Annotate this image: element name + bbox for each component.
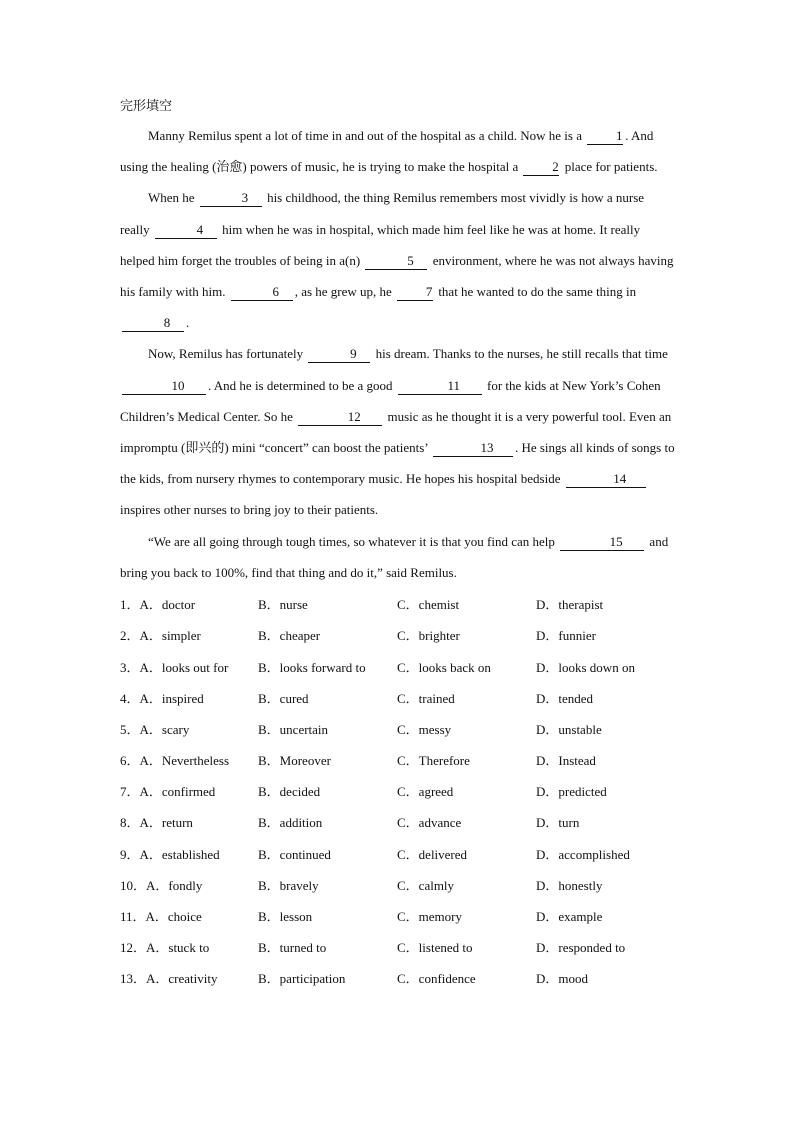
option-b[interactable]: B．lesson [258, 909, 313, 925]
option-c[interactable]: C．advance [397, 815, 462, 831]
answer-blank-5[interactable]: 5 [365, 254, 427, 270]
option-d[interactable]: D．therapist [536, 597, 604, 613]
passage-text: . And he is determined to be a good [208, 377, 396, 393]
option-a[interactable]: 10．A．fondly [120, 877, 203, 893]
option-d[interactable]: D．mood [536, 971, 589, 987]
document-page [120, 96, 676, 993]
option-a[interactable]: 1．A．doctor [120, 597, 196, 613]
answer-blank-11[interactable]: 11 [398, 379, 482, 395]
option-a[interactable]: 2．A．simpler [120, 628, 201, 644]
question-row-2 [120, 619, 676, 650]
option-c[interactable]: C．chemist [397, 597, 460, 613]
option-d[interactable]: D．honestly [536, 877, 603, 893]
passage-text: environment, where he was not always having his family with him. [120, 252, 674, 300]
answer-blank-15[interactable]: 15 [560, 535, 644, 551]
passage-text: Manny Remilus spent a lot of time in and out of the hospital as a child. Now he is a [148, 128, 586, 143]
passage-text: , as he grew up, he [294, 284, 396, 300]
option-d[interactable]: D．tended [536, 690, 594, 706]
option-c[interactable]: C．listened to [397, 940, 473, 956]
option-b[interactable]: B．addition [258, 815, 323, 831]
passage [120, 120, 676, 588]
answer-blank-2[interactable]: 2 [523, 160, 559, 176]
passage-text: . He sings all kinds of songs to the kids, from nursery rhymes to contemporary music. He hopes his hospital bedside [120, 440, 675, 487]
passage-text: his dream. Thanks to the nurses, he still recalls that time [372, 346, 668, 362]
answer-blank-14[interactable]: 14 [566, 472, 646, 488]
option-b[interactable]: B．Moreover [258, 753, 331, 769]
option-b[interactable]: B．cured [258, 690, 309, 706]
passage-text: When he [148, 190, 198, 206]
answer-blank-10[interactable]: 10 [122, 379, 206, 395]
passage-paragraph [120, 338, 676, 525]
question-row-4 [120, 682, 676, 713]
option-d[interactable]: D．unstable [536, 721, 602, 737]
option-d[interactable]: D．Instead [536, 753, 596, 769]
option-d[interactable]: D．accomplished [536, 846, 630, 862]
option-b[interactable]: B．nurse [258, 597, 308, 613]
option-c[interactable]: C．brighter [397, 628, 460, 644]
option-a[interactable]: 12．A．stuck to [120, 940, 210, 956]
question-row-6 [120, 744, 676, 775]
option-c[interactable]: C．looks back on [397, 659, 491, 675]
option-a[interactable]: 7．A．confirmed [120, 784, 216, 800]
option-d[interactable]: D．turn [536, 815, 580, 831]
passage-text: inspires other nurses to bring joy to their patients. [120, 502, 379, 518]
option-b[interactable]: B．looks forward to [258, 659, 366, 675]
question-row-7 [120, 775, 676, 806]
option-b[interactable]: B．turned to [258, 940, 327, 956]
passage-text: him when he was in hospital, which made him feel like he was at home. It really helped him forget the troubles of being in a(n) [120, 221, 641, 268]
passage-paragraph [120, 120, 676, 182]
answer-blank-13[interactable]: 13 [433, 441, 513, 457]
passage-text: place for patients. [561, 159, 658, 175]
option-b[interactable]: B．decided [258, 784, 321, 800]
passage-text: for the kids at New York’s Cohen Children’s Medical Center. So he [120, 377, 661, 424]
options-list [120, 588, 676, 993]
passage-text: . And using the healing (治愈) powers of music, he is trying to make the hospital a [120, 128, 654, 175]
option-c[interactable]: C．confidence [397, 971, 476, 987]
question-row-3 [120, 650, 676, 681]
answer-blank-3[interactable]: 3 [200, 191, 262, 207]
option-c[interactable]: C．memory [397, 909, 462, 925]
answer-blank-4[interactable]: 4 [155, 223, 217, 239]
passage-text: and bring you back to 100%, find that thing and do it,” said Remilus. [120, 533, 669, 580]
question-row-1 [120, 588, 676, 619]
option-d[interactable]: D．looks down on [536, 659, 635, 675]
passage-text: . [186, 315, 190, 331]
answer-blank-9[interactable]: 9 [308, 347, 370, 363]
option-c[interactable]: C．Therefore [397, 753, 470, 769]
option-a[interactable]: 9．A．established [120, 846, 220, 862]
option-c[interactable]: C．calmly [397, 877, 455, 893]
passage-text: his childhood, the thing Remilus remembers most vividly is how a nurse really [120, 190, 645, 237]
answer-blank-8[interactable]: 8 [122, 316, 184, 332]
passage-text: that he wanted to do the same thing in [435, 284, 637, 300]
option-c[interactable]: C．messy [397, 721, 452, 737]
option-a[interactable]: 5．A．scary [120, 721, 190, 737]
passage-paragraph [120, 526, 676, 588]
answer-blank-6[interactable]: 6 [231, 285, 293, 301]
passage-text: “We are all going through tough times, so whatever it is that you find can help [148, 533, 559, 549]
option-a[interactable]: 13．A．creativity [120, 971, 218, 987]
section-title: 完形填空 [120, 99, 173, 114]
question-row-10 [120, 869, 676, 900]
option-b[interactable]: B．cheaper [258, 628, 321, 644]
passage-paragraph [120, 182, 676, 338]
option-a[interactable]: 8．A．return [120, 815, 193, 831]
option-d[interactable]: D．responded to [536, 940, 626, 956]
option-d[interactable]: D．funnier [536, 628, 596, 644]
answer-blank-12[interactable]: 12 [298, 410, 382, 426]
option-c[interactable]: C．agreed [397, 784, 454, 800]
option-a[interactable]: 3．A．looks out for [120, 659, 229, 675]
question-row-13 [120, 962, 676, 993]
question-row-8 [120, 806, 676, 837]
passage-text: music as he thought it is a very powerful tool. Even an impromptu (即兴的) mini “concert” can boost the patients’ [120, 408, 672, 456]
question-row-11 [120, 900, 676, 931]
passage-text: Now, Remilus has fortunately [148, 346, 307, 362]
option-a[interactable]: 11．A．choice [120, 909, 202, 925]
option-b[interactable]: B．uncertain [258, 721, 329, 737]
option-b[interactable]: B．bravely [258, 877, 319, 893]
option-c[interactable]: C．trained [397, 690, 455, 706]
option-c[interactable]: C．delivered [397, 846, 468, 862]
question-row-5 [120, 713, 676, 744]
option-a[interactable]: 6．A．Nevertheless [120, 753, 230, 769]
answer-blank-7[interactable]: 7 [397, 285, 433, 301]
option-d[interactable]: D．example [536, 909, 603, 925]
question-row-12 [120, 931, 676, 962]
option-d[interactable]: D．predicted [536, 784, 607, 800]
option-b[interactable]: B．continued [258, 846, 331, 862]
option-b[interactable]: B．participation [258, 971, 346, 987]
option-a[interactable]: 4．A．inspired [120, 690, 204, 706]
answer-blank-1[interactable]: 1 [587, 129, 623, 145]
question-row-9 [120, 838, 676, 869]
